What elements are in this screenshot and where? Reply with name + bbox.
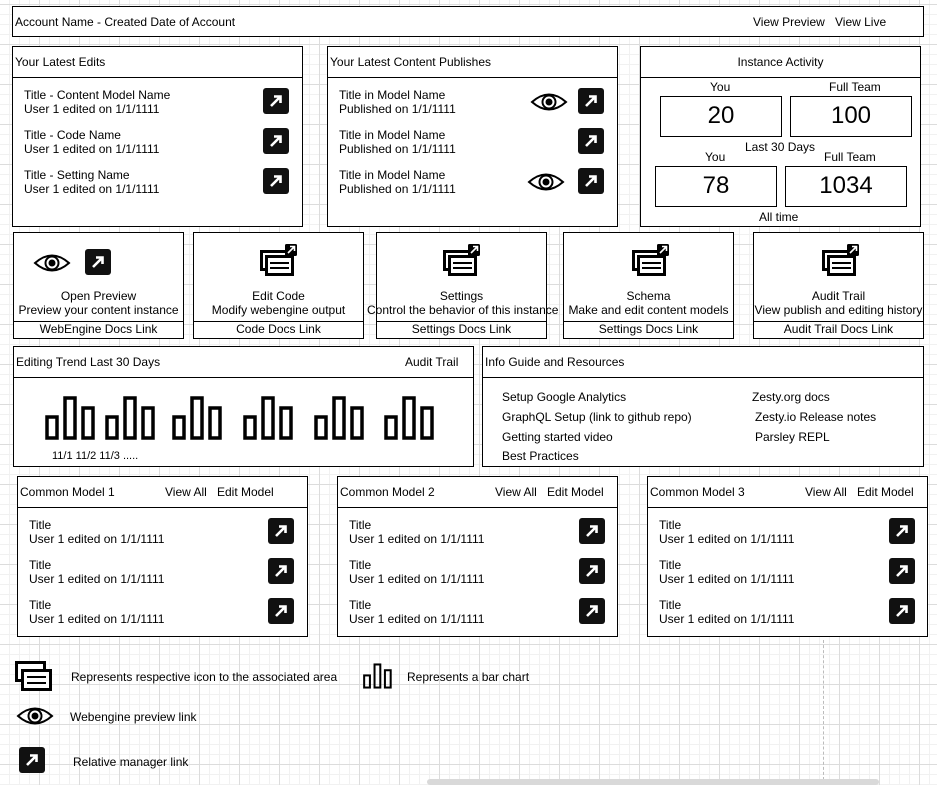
google-analytics-link[interactable]: Setup Google Analytics <box>502 390 627 404</box>
last-30-days-label: Last 30 Days <box>745 140 816 154</box>
dashed-guide-line <box>823 640 824 780</box>
card-description: Make and edit content models <box>568 303 729 317</box>
bar-chart-icon <box>314 396 366 443</box>
list-item: Title User 1 edited on 1/1/1111 <box>349 598 485 626</box>
list-item: Title User 1 edited on 1/1/1111 <box>659 518 795 546</box>
docs-link[interactable]: Settings Docs Link <box>377 321 546 338</box>
docs-link[interactable]: WebEngine Docs Link <box>14 321 183 338</box>
bar-chart-icon <box>45 396 97 443</box>
parsley-repl-link[interactable]: Parsley REPL <box>755 430 830 444</box>
card-title: Settings <box>439 289 484 303</box>
info-guide-panel <box>482 346 924 467</box>
list-item: Title User 1 edited on 1/1/1111 <box>29 518 165 546</box>
manager-link-icon[interactable] <box>85 249 111 275</box>
list-item: Title User 1 edited on 1/1/1111 <box>29 598 165 626</box>
docs-link[interactable]: Audit Trail Docs Link <box>754 321 923 338</box>
bar-chart-icon <box>384 396 436 443</box>
manager-link-icon[interactable] <box>263 168 289 194</box>
release-notes-link[interactable]: Zesty.io Release notes <box>755 410 877 424</box>
team-all-time-count: 1034 <box>785 166 907 207</box>
schema-card[interactable] <box>563 232 734 339</box>
audit-trail-card[interactable] <box>753 232 924 339</box>
manager-link-icon[interactable] <box>579 558 605 584</box>
manager-link-icon[interactable] <box>268 598 294 624</box>
list-item: Title User 1 edited on 1/1/1111 <box>349 518 485 546</box>
account-name: Account Name - Created Date of Account <box>15 15 236 29</box>
card-title: Audit Trail <box>811 289 866 303</box>
edit-model-link[interactable]: Edit Model <box>217 485 274 499</box>
area-icon <box>822 243 860 280</box>
eye-icon[interactable] <box>530 91 568 116</box>
all-time-label: All time <box>759 210 799 224</box>
view-all-link[interactable]: View All <box>495 485 537 499</box>
panel-title: Info Guide and Resources <box>485 355 625 369</box>
panel-title: Instance Activity <box>737 55 824 69</box>
card-title: Edit Code <box>252 289 305 303</box>
edit-model-link[interactable]: Edit Model <box>857 485 914 499</box>
bar-chart-icon <box>172 396 224 443</box>
legend-manager-link-label: Relative manager link <box>73 755 189 769</box>
you-label: You <box>705 150 726 164</box>
list-item: Title in Model Name Published on 1/1/1111 <box>339 88 456 116</box>
panel-title: Editing Trend Last 30 Days <box>16 355 161 369</box>
card-description: View publish and editing history <box>754 303 923 317</box>
legend-preview-link-label: Webengine preview link <box>70 710 197 724</box>
panel-title: Common Model 1 <box>20 485 115 499</box>
common-model-2-panel <box>337 476 618 637</box>
manager-link-icon[interactable] <box>263 128 289 154</box>
common-model-1-panel <box>17 476 308 637</box>
list-item: Title in Model Name Published on 1/1/1111 <box>339 168 456 196</box>
bar-chart-icon <box>363 663 393 692</box>
manager-link-icon[interactable] <box>889 558 915 584</box>
graphql-setup-link[interactable]: GraphQL Setup (link to github repo) <box>502 410 692 424</box>
bar-chart-icon <box>105 396 157 443</box>
eye-icon <box>16 705 54 730</box>
manager-link-icon[interactable] <box>578 168 604 194</box>
panel-title: Common Model 2 <box>340 485 435 499</box>
latest-publishes-panel <box>327 46 618 227</box>
list-item: Title - Code Name User 1 edited on 1/1/1111 <box>24 128 160 156</box>
docs-link[interactable]: Settings Docs Link <box>564 321 733 338</box>
area-icon <box>443 243 481 280</box>
manager-link-icon[interactable] <box>579 518 605 544</box>
manager-link-icon[interactable] <box>268 518 294 544</box>
area-icon <box>260 243 298 280</box>
card-description: Preview your content instance <box>18 303 179 317</box>
manager-link-icon[interactable] <box>579 598 605 624</box>
view-all-link[interactable]: View All <box>165 485 207 499</box>
view-preview-link[interactable]: View Preview <box>753 15 825 29</box>
team-30-days-count: 100 <box>790 96 912 137</box>
audit-trail-link[interactable]: Audit Trail <box>405 355 459 369</box>
docs-link[interactable]: Code Docs Link <box>194 321 363 338</box>
manager-link-icon[interactable] <box>578 128 604 154</box>
legend-area-icon-label: Represents respective icon to the associated area <box>71 670 338 684</box>
manager-link-icon[interactable] <box>268 558 294 584</box>
editing-trend-panel <box>13 346 474 467</box>
list-item: Title in Model Name Published on 1/1/1111 <box>339 128 456 156</box>
view-live-link[interactable]: View Live <box>835 15 887 29</box>
eye-icon[interactable] <box>527 171 565 196</box>
list-item: Title User 1 edited on 1/1/1111 <box>659 558 795 586</box>
legend-bar-chart-label: Represents a bar chart <box>407 670 530 684</box>
you-30-days-count: 20 <box>660 96 782 137</box>
card-title: Open Preview <box>60 289 137 303</box>
team-label: Full Team <box>824 150 876 164</box>
edit-model-link[interactable]: Edit Model <box>547 485 604 499</box>
x-axis-labels: 11/1 11/2 11/3 ..... <box>52 450 139 462</box>
list-item: Title - Content Model Name User 1 edited on 1/1/1111 <box>24 88 171 116</box>
list-item: Title User 1 edited on 1/1/1111 <box>659 598 795 626</box>
zesty-docs-link[interactable]: Zesty.org docs <box>752 390 830 404</box>
card-description: Modify webengine output <box>211 303 346 317</box>
view-all-link[interactable]: View All <box>805 485 847 499</box>
settings-card[interactable] <box>367 232 559 339</box>
manager-link-icon[interactable] <box>578 88 604 114</box>
you-all-time-count: 78 <box>655 166 777 207</box>
edit-code-card[interactable] <box>193 232 364 339</box>
list-item: Title User 1 edited on 1/1/1111 <box>349 558 485 586</box>
manager-link-icon <box>19 747 45 773</box>
area-icon <box>632 243 670 280</box>
you-label: You <box>710 80 731 94</box>
team-label: Full Team <box>829 80 881 94</box>
horizontal-scrollbar[interactable] <box>427 779 879 785</box>
manager-link-icon[interactable] <box>263 88 289 114</box>
card-title: Schema <box>626 289 671 303</box>
common-model-3-panel <box>647 476 928 637</box>
panel-title: Your Latest Edits <box>15 55 106 69</box>
panel-title: Your Latest Content Publishes <box>330 55 491 69</box>
list-item: Title - Setting Name User 1 edited on 1/1/1111 <box>24 168 160 196</box>
area-icon <box>15 660 53 695</box>
panel-title: Common Model 3 <box>650 485 745 499</box>
bar-chart-icon <box>243 396 295 443</box>
best-practices-link[interactable]: Best Practices <box>502 449 579 463</box>
eye-icon <box>33 252 71 277</box>
list-item: Title User 1 edited on 1/1/1111 <box>29 558 165 586</box>
manager-link-icon[interactable] <box>889 598 915 624</box>
top-bar <box>12 6 924 37</box>
manager-link-icon[interactable] <box>889 518 915 544</box>
getting-started-video-link[interactable]: Getting started video <box>502 430 613 444</box>
card-description: Control the behavior of this instance <box>367 303 559 317</box>
open-preview-card[interactable] <box>13 232 184 339</box>
latest-edits-panel <box>12 46 303 227</box>
instance-activity-panel <box>640 46 921 227</box>
